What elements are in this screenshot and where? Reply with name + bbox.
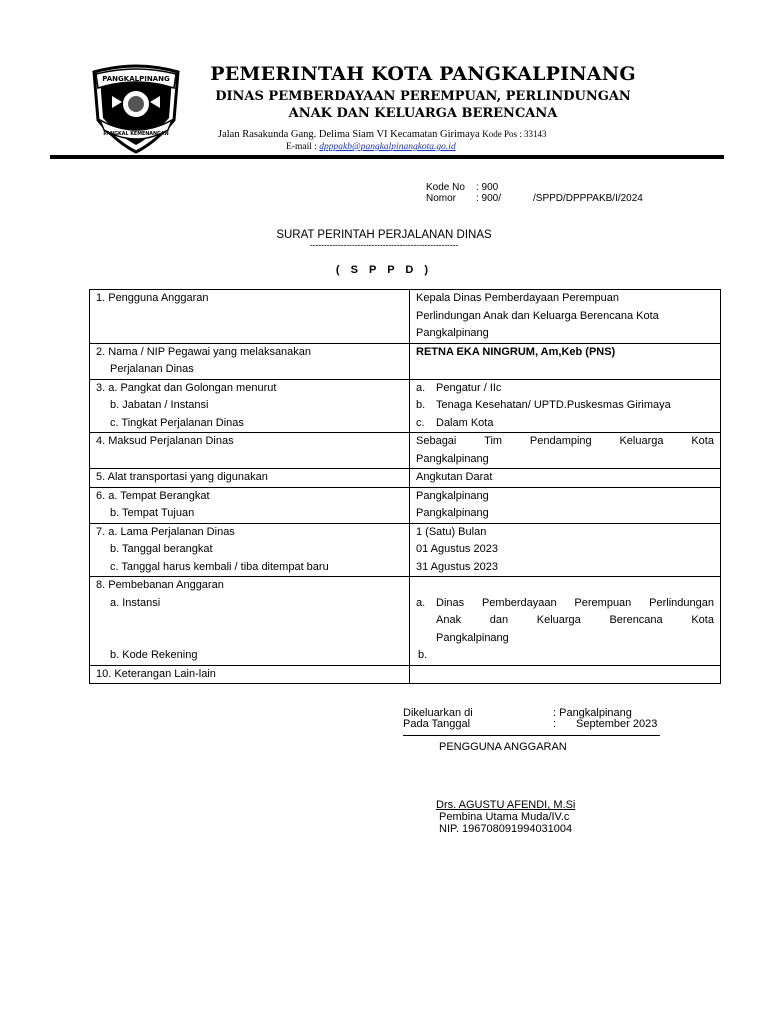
title-underline: ----------------------------------------------------- [309, 240, 459, 250]
postal-code: Kode Pos : 33143 [482, 129, 547, 139]
table-row [90, 433, 721, 469]
agency-email: E-mail : dpppakb@pangkalpinangkota.go.id [286, 142, 456, 152]
government-title: PEMERINTAH KOTA PANGKALPINANG [210, 63, 636, 85]
issued-at-value: : Pangkalpinang [553, 707, 632, 719]
row-value: Kepala Dinas Pemberdayaan Perempuan Perlindungan Anak dan Keluarga Berencana Kota Pangkalpinang [410, 290, 721, 344]
email-link[interactable]: dpppakb@pangkalpinangkota.go.id [319, 142, 456, 152]
row-label: 2. Nama / NIP Pegawai yang melaksanakan Perjalanan Dinas [90, 343, 410, 379]
issue-date-label: Pada Tanggal [403, 718, 471, 730]
row-value [410, 343, 721, 379]
signatory-nip: NIP. 196708091994031004 [439, 823, 573, 835]
sppd-table [89, 289, 721, 684]
row-value: Angkutan Darat [410, 469, 721, 488]
nomor-suffix: /SPPD/DPPPAKB/I/2024 [533, 193, 643, 204]
document-title: SURAT PERINTAH PERJALANAN DINAS [276, 229, 492, 241]
signatory-name: Drs. AGUSTU AFENDI, M.Si [436, 799, 576, 811]
table-row [90, 469, 721, 488]
row-label: 1. Pengguna Anggaran [90, 290, 410, 344]
row-label: 10. Keterangan Lain-lain [90, 665, 410, 684]
row-label: 5. Alat transportasi yang digunakan [90, 469, 410, 488]
row-value: Sebagai Tim Pendamping Keluarga Kota Pangkalpinang [410, 433, 721, 469]
table-row [90, 487, 721, 523]
svg-text:PANGKALPINANG: PANGKALPINANG [102, 75, 170, 83]
table-row [90, 577, 721, 666]
row-label: 6. a. Tempat Berangkat b. Tempat Tujuan [90, 487, 410, 523]
issue-date-colon: : [553, 718, 557, 730]
row-label: 8. Pembebanan Anggaran a. Instansi b. Kode Rekening [90, 577, 410, 666]
city-emblem-logo [86, 62, 186, 154]
kode-label: Kode No [426, 182, 465, 193]
row-label: 7. a. Lama Perjalanan Dinas b. Tanggal berangkat c. Tanggal harus kembali / tiba ditempat baru [90, 523, 410, 577]
row-value: a. Pengatur / IIc b. Tenaga Kesehatan/ UPTD.Puskesmas Girimaya c. Dalam Kota [410, 379, 721, 433]
table-row [90, 523, 721, 577]
table-row [90, 379, 721, 433]
svg-text:PANGKAL KEMENANGAN: PANGKAL KEMENANGAN [103, 132, 169, 137]
issue-date-value: September 2023 [576, 718, 658, 730]
agency-name-line2: ANAK DAN KELUARGA BERENCANA [288, 106, 558, 121]
row-value: 1 (Satu) Bulan 01 Agustus 2023 31 Agustus 2023 [410, 523, 721, 577]
nomor-label: Nomor [426, 193, 457, 204]
document-abbreviation: ( S P P D ) [335, 264, 433, 276]
issued-at-label: Dikeluarkan di [403, 707, 473, 719]
letterhead-divider [50, 155, 724, 159]
table-row [90, 343, 721, 379]
signature-divider [403, 735, 660, 736]
employee-name: RETNA EKA NINGRUM, Am,Keb (PNS) [416, 345, 616, 358]
row-value: a. Dinas Pemberdayaan Perempuan Perlindungan Anak dan Keluarga Berencana Kota Pangkalpinang b. [410, 577, 721, 666]
row-value [410, 665, 721, 684]
agency-address: Jalan Rasakunda Gang. Delima Siam VI Kecamatan Girimaya Kode Pos : 33143 [218, 129, 547, 140]
row-label: 3. a. Pangkat dan Golongan menurut b. Jabatan / Instansi c. Tingkat Perjalanan Dinas [90, 379, 410, 433]
table-row [90, 665, 721, 684]
row-value: Pangkalpinang Pangkalpinang [410, 487, 721, 523]
kode-value: : 900 [476, 182, 499, 193]
signatory-rank: Pembina Utama Muda/IV.c [439, 811, 570, 823]
row-label: 4. Maksud Perjalanan Dinas [90, 433, 410, 469]
agency-name-line1: DINAS PEMBERDAYAAN PEREMPUAN, PERLINDUNGAN [215, 89, 631, 104]
nomor-value: : 900/ [476, 193, 502, 204]
table-row [90, 290, 721, 344]
signatory-role: PENGGUNA ANGGARAN [439, 741, 567, 753]
